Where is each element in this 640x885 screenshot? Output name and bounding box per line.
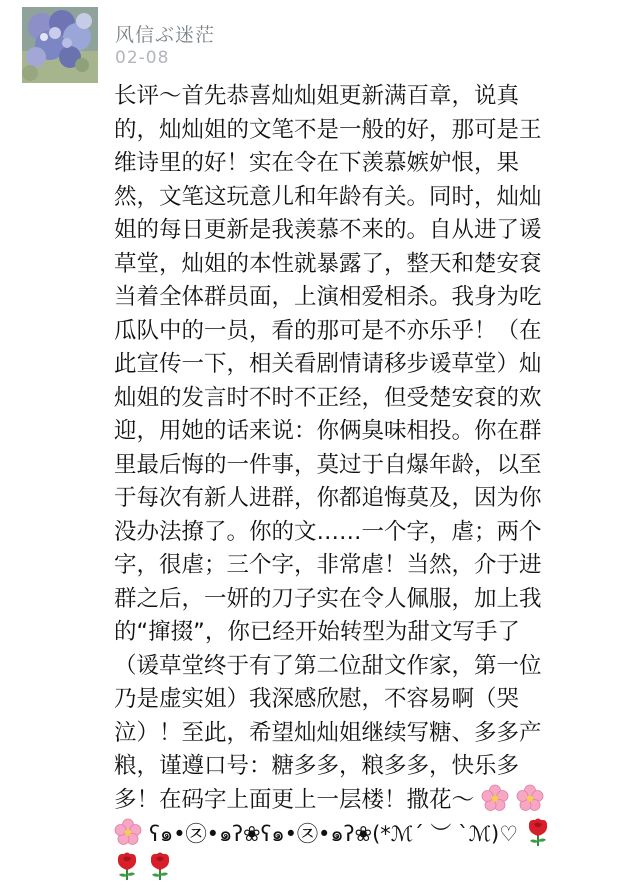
comment-line: 于每次有新人进群，你都追悔莫及，因为你 [114, 485, 542, 511]
kaomoji-text: ʕ๑•㉨•๑ʔ❀ʕ๑•㉨•๑ʔ❀(*ℳ´ ︶ `ℳ)♡ [149, 822, 519, 846]
comment-line: 然，文笔这玩意儿和年龄有关。同时，灿灿 [114, 183, 542, 210]
comment-line: 灿姐的发言时不时不正经，但受楚安袞的欢 [114, 384, 542, 411]
comment-line: 瓜队中的一员，看的那可是不亦乐乎！（在 [114, 317, 542, 344]
comment-line: 当着全体群员面，上演相爱相杀。我身为吃 [114, 284, 542, 310]
rose-line [114, 851, 614, 885]
comment-line: 的，灿灿姐的文笔不是一般的好，那可是王 [114, 116, 542, 143]
comment-line: 乃是虚实姐）我深感欣慰，不容易啊（哭 [114, 686, 520, 712]
rose-icon [114, 851, 140, 881]
comment-line-text: 多！在码字上面更上一层楼！撒花～ [114, 786, 475, 813]
comment-body [114, 80, 614, 884]
comment-line: 的“撺掇”，你已经开始转型为甜文写手了 [114, 619, 520, 645]
cherry-blossom-icon [516, 784, 544, 812]
post-date: 02-08 [115, 48, 170, 68]
cherry-blossom-icon [114, 818, 142, 846]
comment-line: 没办法撩了。你的文……一个字，虐；两个 [114, 518, 542, 545]
comment-line: 粮，谨遵口号：糖多多，粮多多，快乐多 [114, 753, 520, 779]
comment-line: 此宣传一下，相关看剧情请移步谖草堂）灿 [114, 351, 542, 377]
kaomoji-line [114, 817, 614, 851]
comment-line-with-flowers [114, 784, 614, 818]
comment-line: 维诗里的好！实在令在下羡慕嫉妒恨，果 [114, 150, 520, 176]
avatar-hydrangea-image [22, 7, 98, 83]
avatar[interactable] [22, 7, 98, 83]
comment-line: 泣）！至此，希望灿灿姐继续写糖、多多产 [114, 719, 542, 746]
comment-line: 姐的每日更新是我羡慕不来的。自从进了谖 [114, 217, 542, 243]
comment-line: 群之后，一妍的刀子实在令人佩服，加上我 [114, 585, 542, 612]
comment-line: 里最后悔的一件事，莫过于自爆年龄，以至 [114, 451, 542, 478]
cherry-blossom-icon [481, 784, 509, 812]
comment-line: 迎，用她的话来说：你俩臭味相投。你在群 [114, 418, 542, 444]
author-name[interactable]: 风信ぶ迷茫 [115, 24, 216, 46]
comment-line: 草堂，灿姐的本性就暴露了，整天和楚安袞 [114, 250, 542, 277]
comment-line: 字，很虐；三个字，非常虐！当然，介于进 [114, 552, 542, 578]
comment-line: （谖草堂终于有了第二位甜文作家，第一位 [114, 652, 542, 679]
rose-icon [525, 817, 551, 847]
comment-line: 长评～首先恭喜灿灿姐更新满百章，说真 [114, 83, 520, 109]
rose-icon [147, 851, 173, 881]
